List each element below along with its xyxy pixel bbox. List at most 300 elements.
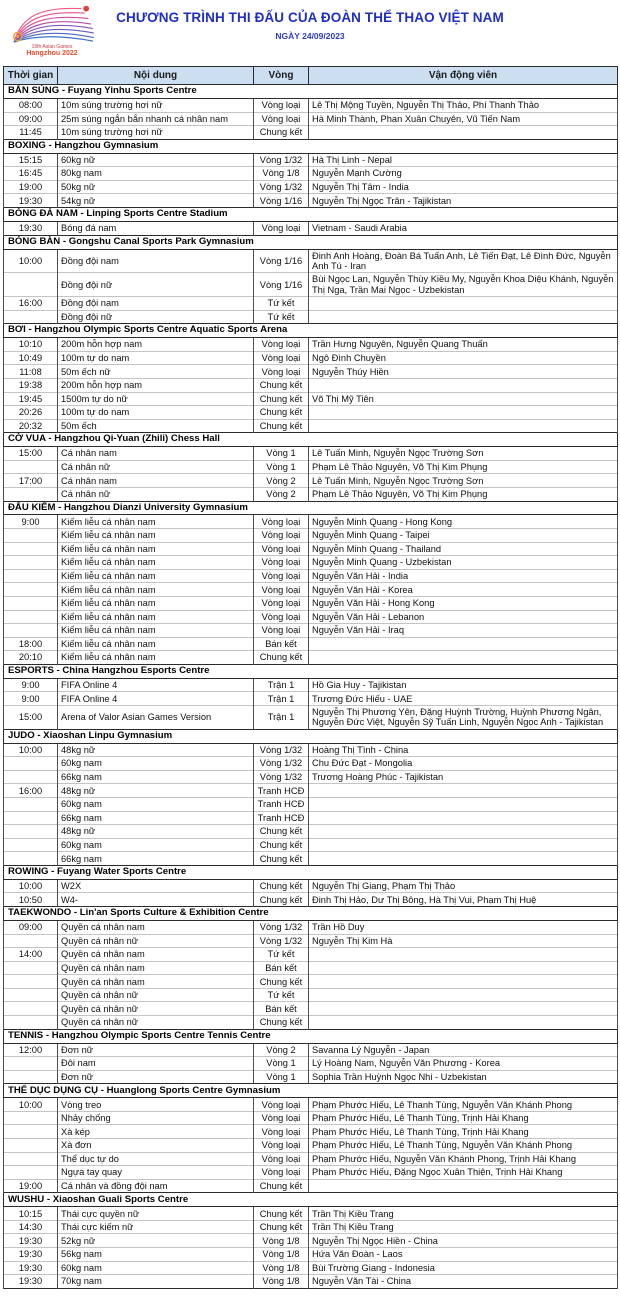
cell-event: 54kg nữ [58,194,254,208]
schedule-row [4,637,618,651]
cell-time [4,1057,58,1071]
cell-athletes [309,784,618,798]
schedule-table [3,66,618,1289]
schedule-row [4,921,618,935]
cell-time [4,542,58,556]
cell-time [4,1111,58,1125]
cell-event: Kiếm liễu cá nhân nam [58,637,254,651]
schedule-row [4,297,618,311]
schedule-row [4,221,618,235]
cell-round: Tranh HCĐ [254,784,309,798]
cell-athletes: Nguyễn Thị Phương Yên, Đặng Huỳnh Trường, Huỳnh Phương Ngân, Nguyễn Đức Việt, Nguyễn Sỹ Tuấn Linh, Nguyễn Ngọc Anh - Tajikistan [309,705,618,729]
schedule-row [4,624,618,638]
cell-round: Chung kết [254,406,309,420]
cell-time [4,838,58,852]
cell-round: Chung kết [254,126,309,140]
cell-round: Vòng loại [254,338,309,352]
schedule-row [4,1275,618,1289]
cell-event: FIFA Online 4 [58,678,254,692]
schedule-row [4,1166,618,1180]
cell-event: Thái cực quyền nữ [58,1207,254,1221]
cell-time [4,1152,58,1166]
cell-athletes: Nguyễn Văn Hải - Korea [309,583,618,597]
cell-event: Quyền cá nhân nam [58,948,254,962]
cell-event: Cá nhân nam [58,474,254,488]
cell-time [4,273,58,297]
cell-round: Chung kết [254,419,309,433]
schedule-row [4,1070,618,1084]
cell-event: Quyền cá nhân nam [58,975,254,989]
column-header-event: Nội dung [58,67,254,85]
schedule-row [4,542,618,556]
cell-time [4,757,58,771]
cell-time [4,610,58,624]
cell-event: Kiếm liễu cá nhân nam [58,624,254,638]
cell-event: Xà kép [58,1125,254,1139]
cell-round: Vòng 1 [254,460,309,474]
column-header-athletes: Vận động viên [309,67,618,85]
cell-round: Vòng 1 [254,1057,309,1071]
cell-athletes: Phạm Lê Thảo Nguyên, Võ Thị Kim Phụng [309,460,618,474]
cell-time [4,852,58,866]
cell-time [4,487,58,501]
cell-event: Kiếm liễu cá nhân nam [58,583,254,597]
cell-round: Chung kết [254,852,309,866]
cell-athletes: Nguyễn Minh Quang - Uzbekistan [309,556,618,570]
cell-round: Chung kết [254,825,309,839]
cell-athletes: Trần Thị Kiều Trang [309,1220,618,1234]
cell-round: Tứ kết [254,310,309,324]
schedule-row [4,487,618,501]
section-header-row [4,907,618,921]
cell-round: Vòng loại [254,1111,309,1125]
cell-event: 56kg nam [58,1248,254,1262]
cell-event: 50m ếch [58,419,254,433]
cell-event: Đồng đội nữ [58,273,254,297]
cell-time: 12:00 [4,1043,58,1057]
cell-round: Vòng 2 [254,487,309,501]
cell-event: Kiếm liễu cá nhân nam [58,610,254,624]
cell-athletes [309,126,618,140]
cell-round: Vòng 1/32 [254,743,309,757]
cell-athletes [309,297,618,311]
cell-time: 9:00 [4,692,58,706]
cell-time [4,556,58,570]
cell-event: 50kg nữ [58,180,254,194]
schedule-row [4,893,618,907]
cell-round: Vòng 1/16 [254,249,309,273]
schedule-row [4,596,618,610]
cell-athletes [309,811,618,825]
cell-event: 200m hỗn hợp nam [58,338,254,352]
cell-round: Vòng loại [254,624,309,638]
cell-round: Chung kết [254,975,309,989]
cell-athletes: Nguyễn Thị Tâm - India [309,180,618,194]
cell-time: 14:30 [4,1220,58,1234]
cell-round: Chung kết [254,1179,309,1193]
cell-time: 15:00 [4,705,58,729]
section-header-row [4,865,618,879]
cell-athletes: Nguyễn Minh Quang - Thailand [309,542,618,556]
cell-athletes: Phạm Phước Hiếu, Lê Thanh Tùng, Nguyễn Văn Khánh Phong [309,1139,618,1153]
table-header-row [4,67,618,85]
schedule-row [4,474,618,488]
cell-time: 10:00 [4,743,58,757]
schedule-row [4,1057,618,1071]
schedule-row [4,310,618,324]
cell-time: 20:10 [4,651,58,665]
cell-time [4,770,58,784]
cell-round: Trận 1 [254,678,309,692]
schedule-row [4,692,618,706]
cell-event: Quyền cá nhân nữ [58,934,254,948]
schedule-row [4,180,618,194]
cell-time [4,569,58,583]
cell-athletes [309,378,618,392]
schedule-row [4,988,618,1002]
cell-round: Vòng 1/16 [254,273,309,297]
cell-round: Vòng 1/32 [254,770,309,784]
cell-event: Đơn nữ [58,1070,254,1084]
schedule-row [4,1261,618,1275]
cell-time: 9:00 [4,678,58,692]
cell-athletes: Phạm Phước Hiếu, Lê Thanh Tùng, Trịnh Hải Khang [309,1125,618,1139]
schedule-row [4,194,618,208]
page-date: NGÀY 24/09/2023 [275,31,345,41]
cell-time: 10:00 [4,249,58,273]
schedule-row [4,1220,618,1234]
cell-event: 25m súng ngắn bắn nhanh cá nhân nam [58,112,254,126]
cell-event: 66kg nam [58,811,254,825]
schedule-row [4,678,618,692]
cell-round: Vòng 1/32 [254,934,309,948]
cell-athletes: Lê Tuấn Minh, Nguyễn Ngọc Trường Sơn [309,474,618,488]
cell-event: Đồng đội nữ [58,310,254,324]
section-title: ESPORTS - China Hangzhou Esports Centre [4,664,618,678]
cell-event: Quyền cá nhân nam [58,961,254,975]
cell-event: Vòng treo [58,1098,254,1112]
cell-time: 14:00 [4,948,58,962]
cell-time [4,596,58,610]
schedule-row [4,1043,618,1057]
cell-athletes [309,637,618,651]
cell-time: 19:30 [4,221,58,235]
cell-athletes: Phạm Phước Hiếu, Lê Thanh Tùng, Nguyễn Văn Khánh Phong [309,1098,618,1112]
cell-event: Quyền cá nhân nữ [58,1016,254,1030]
cell-athletes: Ngô Đình Chuyền [309,351,618,365]
cell-time: 19:38 [4,378,58,392]
section-title: BÓNG ĐÁ NAM - Linping Sports Centre Stadium [4,207,618,221]
column-header-time: Thời gian [4,67,58,85]
page-title: CHƯƠNG TRÌNH THI ĐẤU CỦA ĐOÀN THỂ THAO VIỆT NAM [116,10,504,25]
cell-round: Vòng loại [254,569,309,583]
section-title: TAEKWONDO - Lin'an Sports Culture & Exhibition Centre [4,907,618,921]
cell-event: Thể dục tự do [58,1152,254,1166]
fan-emblem-icon [7,2,97,44]
section-title: THỂ DỤC DỤNG CỤ - Huanglong Sports Centre Gymnasium [4,1084,618,1098]
cell-athletes: Vietnam - Saudi Arabia [309,221,618,235]
section-title: BẮN SÚNG - Fuyang Yinhu Sports Centre [4,85,618,99]
cell-event: 50m ếch nữ [58,365,254,379]
schedule-row [4,934,618,948]
cell-time [4,1002,58,1016]
cell-athletes: Nguyễn Thị Ngọc Hiền - China [309,1234,618,1248]
cell-athletes [309,406,618,420]
cell-event: 200m hỗn hợp nam [58,378,254,392]
cell-athletes: Nguyễn Văn Hải - Iraq [309,624,618,638]
cell-event: Cá nhân và đồng đội nam [58,1179,254,1193]
schedule-row [4,1125,618,1139]
schedule-row [4,392,618,406]
cell-athletes: Nguyễn Thị Giang, Phạm Thị Thảo [309,879,618,893]
cell-time: 17:00 [4,474,58,488]
cell-round: Tứ kết [254,988,309,1002]
cell-round: Vòng loại [254,529,309,543]
schedule-row [4,583,618,597]
cell-round: Bán kết [254,637,309,651]
cell-athletes [309,988,618,1002]
schedule-row [4,1111,618,1125]
schedule-row [4,1207,618,1221]
cell-athletes: Trần Hồ Duy [309,921,618,935]
cell-round: Chung kết [254,893,309,907]
cell-round: Vòng loại [254,1125,309,1139]
cell-athletes: Lý Hoàng Nam, Nguyễn Văn Phương - Korea [309,1057,618,1071]
section-header-row [4,501,618,515]
schedule-row [4,757,618,771]
cell-round: Chung kết [254,879,309,893]
cell-round: Vòng 1/8 [254,1275,309,1289]
cell-athletes [309,651,618,665]
cell-athletes: Hồ Gia Huy - Tajikistan [309,678,618,692]
cell-athletes [309,961,618,975]
cell-round: Chung kết [254,378,309,392]
schedule-row [4,460,618,474]
schedule-row [4,378,618,392]
section-title: CỜ VUA - Hangzhou Qi-Yuan (Zhili) Chess Hall [4,433,618,447]
cell-event: 10m súng trường hơi nữ [58,126,254,140]
cell-event: Thái cực kiếm nữ [58,1220,254,1234]
section-title: BOXING - Hangzhou Gymnasium [4,139,618,153]
schedule-row [4,798,618,812]
cell-time [4,825,58,839]
cell-round: Vòng 2 [254,1043,309,1057]
schedule-row [4,961,618,975]
logo-caption-games: 19th Asian Games [31,44,73,50]
cell-round: Bán kết [254,1002,309,1016]
cell-time: 10:00 [4,1098,58,1112]
cell-athletes: Hà Thị Linh - Nepal [309,153,618,167]
schedule-row [4,351,618,365]
cell-event: Xà đơn [58,1139,254,1153]
schedule-row [4,825,618,839]
cell-time: 08:00 [4,98,58,112]
cell-time: 11:08 [4,365,58,379]
cell-event: Đồng đội nam [58,297,254,311]
cell-time: 19:30 [4,1248,58,1262]
schedule-row [4,852,618,866]
cell-athletes: Phạm Phước Hiếu, Đặng Ngọc Xuân Thiện, Trịnh Hải Khang [309,1166,618,1180]
cell-event: Nhảy chống [58,1111,254,1125]
logo-caption-city: Hangzhou 2022 [26,50,78,57]
schedule-row [4,705,618,729]
cell-round: Vòng loại [254,542,309,556]
cell-event: 60kg nam [58,1261,254,1275]
cell-event: 66kg nam [58,770,254,784]
schedule-row [4,406,618,420]
cell-athletes: Đinh Thị Hảo, Dư Thị Bông, Hà Thị Vui, Phạm Thị Huệ [309,893,618,907]
cell-round: Vòng loại [254,610,309,624]
cell-athletes: Hứa Văn Đoàn - Laos [309,1248,618,1262]
schedule-row [4,569,618,583]
section-header-row [4,1029,618,1043]
cell-time: 09:00 [4,921,58,935]
cell-athletes: Trần Thị Kiều Trang [309,1207,618,1221]
schedule-row [4,153,618,167]
cell-event: 48kg nữ [58,784,254,798]
cell-time [4,624,58,638]
cell-round: Tứ kết [254,948,309,962]
cell-time: 19:00 [4,1179,58,1193]
section-header-row [4,139,618,153]
cell-athletes: Nguyễn Văn Hải - Hong Kong [309,596,618,610]
cell-athletes: Nguyễn Minh Quang - Hong Kong [309,515,618,529]
cell-athletes: Nguyễn Mạnh Cường [309,167,618,181]
cell-event: W4- [58,893,254,907]
schedule-row [4,1248,618,1262]
cell-round: Chung kết [254,651,309,665]
cell-event: Ngựa tay quay [58,1166,254,1180]
schedule-row [4,1098,618,1112]
section-header-row [4,235,618,249]
cell-round: Tranh HCĐ [254,811,309,825]
cell-athletes: Đinh Anh Hoàng, Đoàn Bá Tuấn Anh, Lê Tiến Đạt, Lê Đình Đức, Nguyễn Anh Tú - Iran [309,249,618,273]
cell-athletes: Nguyễn Thị Kim Hà [309,934,618,948]
cell-round: Vòng 1/32 [254,921,309,935]
section-header-row [4,664,618,678]
cell-round: Chung kết [254,1220,309,1234]
schedule-row [4,98,618,112]
cell-event: Đôi nam [58,1057,254,1071]
section-header-row [4,324,618,338]
cell-athletes: Trần Hưng Nguyên, Nguyễn Quang Thuấn [309,338,618,352]
cell-time [4,1016,58,1030]
cell-time [4,934,58,948]
schedule-row [4,529,618,543]
section-header-row [4,1084,618,1098]
cell-athletes: Nguyễn Văn Hải - India [309,569,618,583]
cell-event: Quyền cá nhân nữ [58,988,254,1002]
cell-round: Vòng 1/32 [254,757,309,771]
cell-event: Cá nhân nữ [58,487,254,501]
cell-event: Cá nhân nữ [58,460,254,474]
cell-round: Vòng 1 [254,447,309,461]
cell-athletes [309,825,618,839]
cell-round: Vòng loại [254,365,309,379]
schedule-row [4,556,618,570]
cell-event: FIFA Online 4 [58,692,254,706]
cell-round: Vòng 1/8 [254,1234,309,1248]
cell-event: Kiếm liễu cá nhân nam [58,529,254,543]
cell-athletes [309,852,618,866]
cell-athletes [309,419,618,433]
cell-round: Vòng loại [254,98,309,112]
cell-athletes: Savanna Lý Nguyễn - Japan [309,1043,618,1057]
schedule-row [4,811,618,825]
cell-athletes: Bùi Trường Giang - Indonesia [309,1261,618,1275]
schedule-row [4,365,618,379]
schedule-row [4,651,618,665]
cell-round: Vòng loại [254,1166,309,1180]
cell-round: Vòng loại [254,351,309,365]
cell-round: Chung kết [254,1207,309,1221]
schedule-row [4,743,618,757]
cell-athletes: Trương Đức Hiếu - UAE [309,692,618,706]
cell-athletes: Nguyễn Thúy Hiền [309,365,618,379]
cell-event: 100m tự do nam [58,406,254,420]
cell-event: Quyền cá nhân nam [58,921,254,935]
schedule-row [4,1002,618,1016]
cell-time [4,811,58,825]
schedule-row [4,112,618,126]
cell-round: Trận 1 [254,692,309,706]
cell-event: 10m súng trường hơi nữ [58,98,254,112]
cell-athletes [309,1002,618,1016]
cell-event: Kiếm liễu cá nhân nam [58,596,254,610]
cell-round: Vòng loại [254,596,309,610]
cell-round: Vòng loại [254,1139,309,1153]
cell-athletes [309,948,618,962]
cell-round: Vòng 1/8 [254,1261,309,1275]
schedule-row [4,975,618,989]
cell-time: 15:00 [4,447,58,461]
schedule-row [4,1139,618,1153]
cell-time: 18:00 [4,637,58,651]
cell-time [4,460,58,474]
cell-event: Kiếm liễu cá nhân nam [58,569,254,583]
cell-time [4,1166,58,1180]
section-header-row [4,433,618,447]
cell-athletes [309,798,618,812]
cell-time: 19:00 [4,180,58,194]
cell-round: Chung kết [254,838,309,852]
cell-time: 9:00 [4,515,58,529]
cell-time: 10:50 [4,893,58,907]
cell-event: 48kg nữ [58,825,254,839]
cell-athletes: Trương Hoàng Phúc - Tajikistan [309,770,618,784]
cell-athletes [309,310,618,324]
cell-athletes: Nguyễn Thị Ngọc Trân - Tajikistan [309,194,618,208]
cell-round: Vòng loại [254,1098,309,1112]
cell-event: 60kg nam [58,838,254,852]
schedule-row [4,249,618,273]
cell-athletes [309,1179,618,1193]
cell-athletes [309,838,618,852]
cell-time [4,961,58,975]
cell-event: 70kg nam [58,1275,254,1289]
cell-round: Tranh HCĐ [254,798,309,812]
schedule-row [4,515,618,529]
cell-round: Trận 1 [254,705,309,729]
section-title: JUDO - Xiaoshan Linpu Gymnasium [4,729,618,743]
cell-time [4,583,58,597]
cell-event: 60kg nữ [58,153,254,167]
cell-event: Quyền cá nhân nữ [58,1002,254,1016]
cell-round: Vòng 2 [254,474,309,488]
cell-athletes: Sophia Trần Huỳnh Ngọc Nhi - Uzbekistan [309,1070,618,1084]
cell-athletes: Lê Tuấn Minh, Nguyễn Ngọc Trường Sơn [309,447,618,461]
cell-time: 10:10 [4,338,58,352]
